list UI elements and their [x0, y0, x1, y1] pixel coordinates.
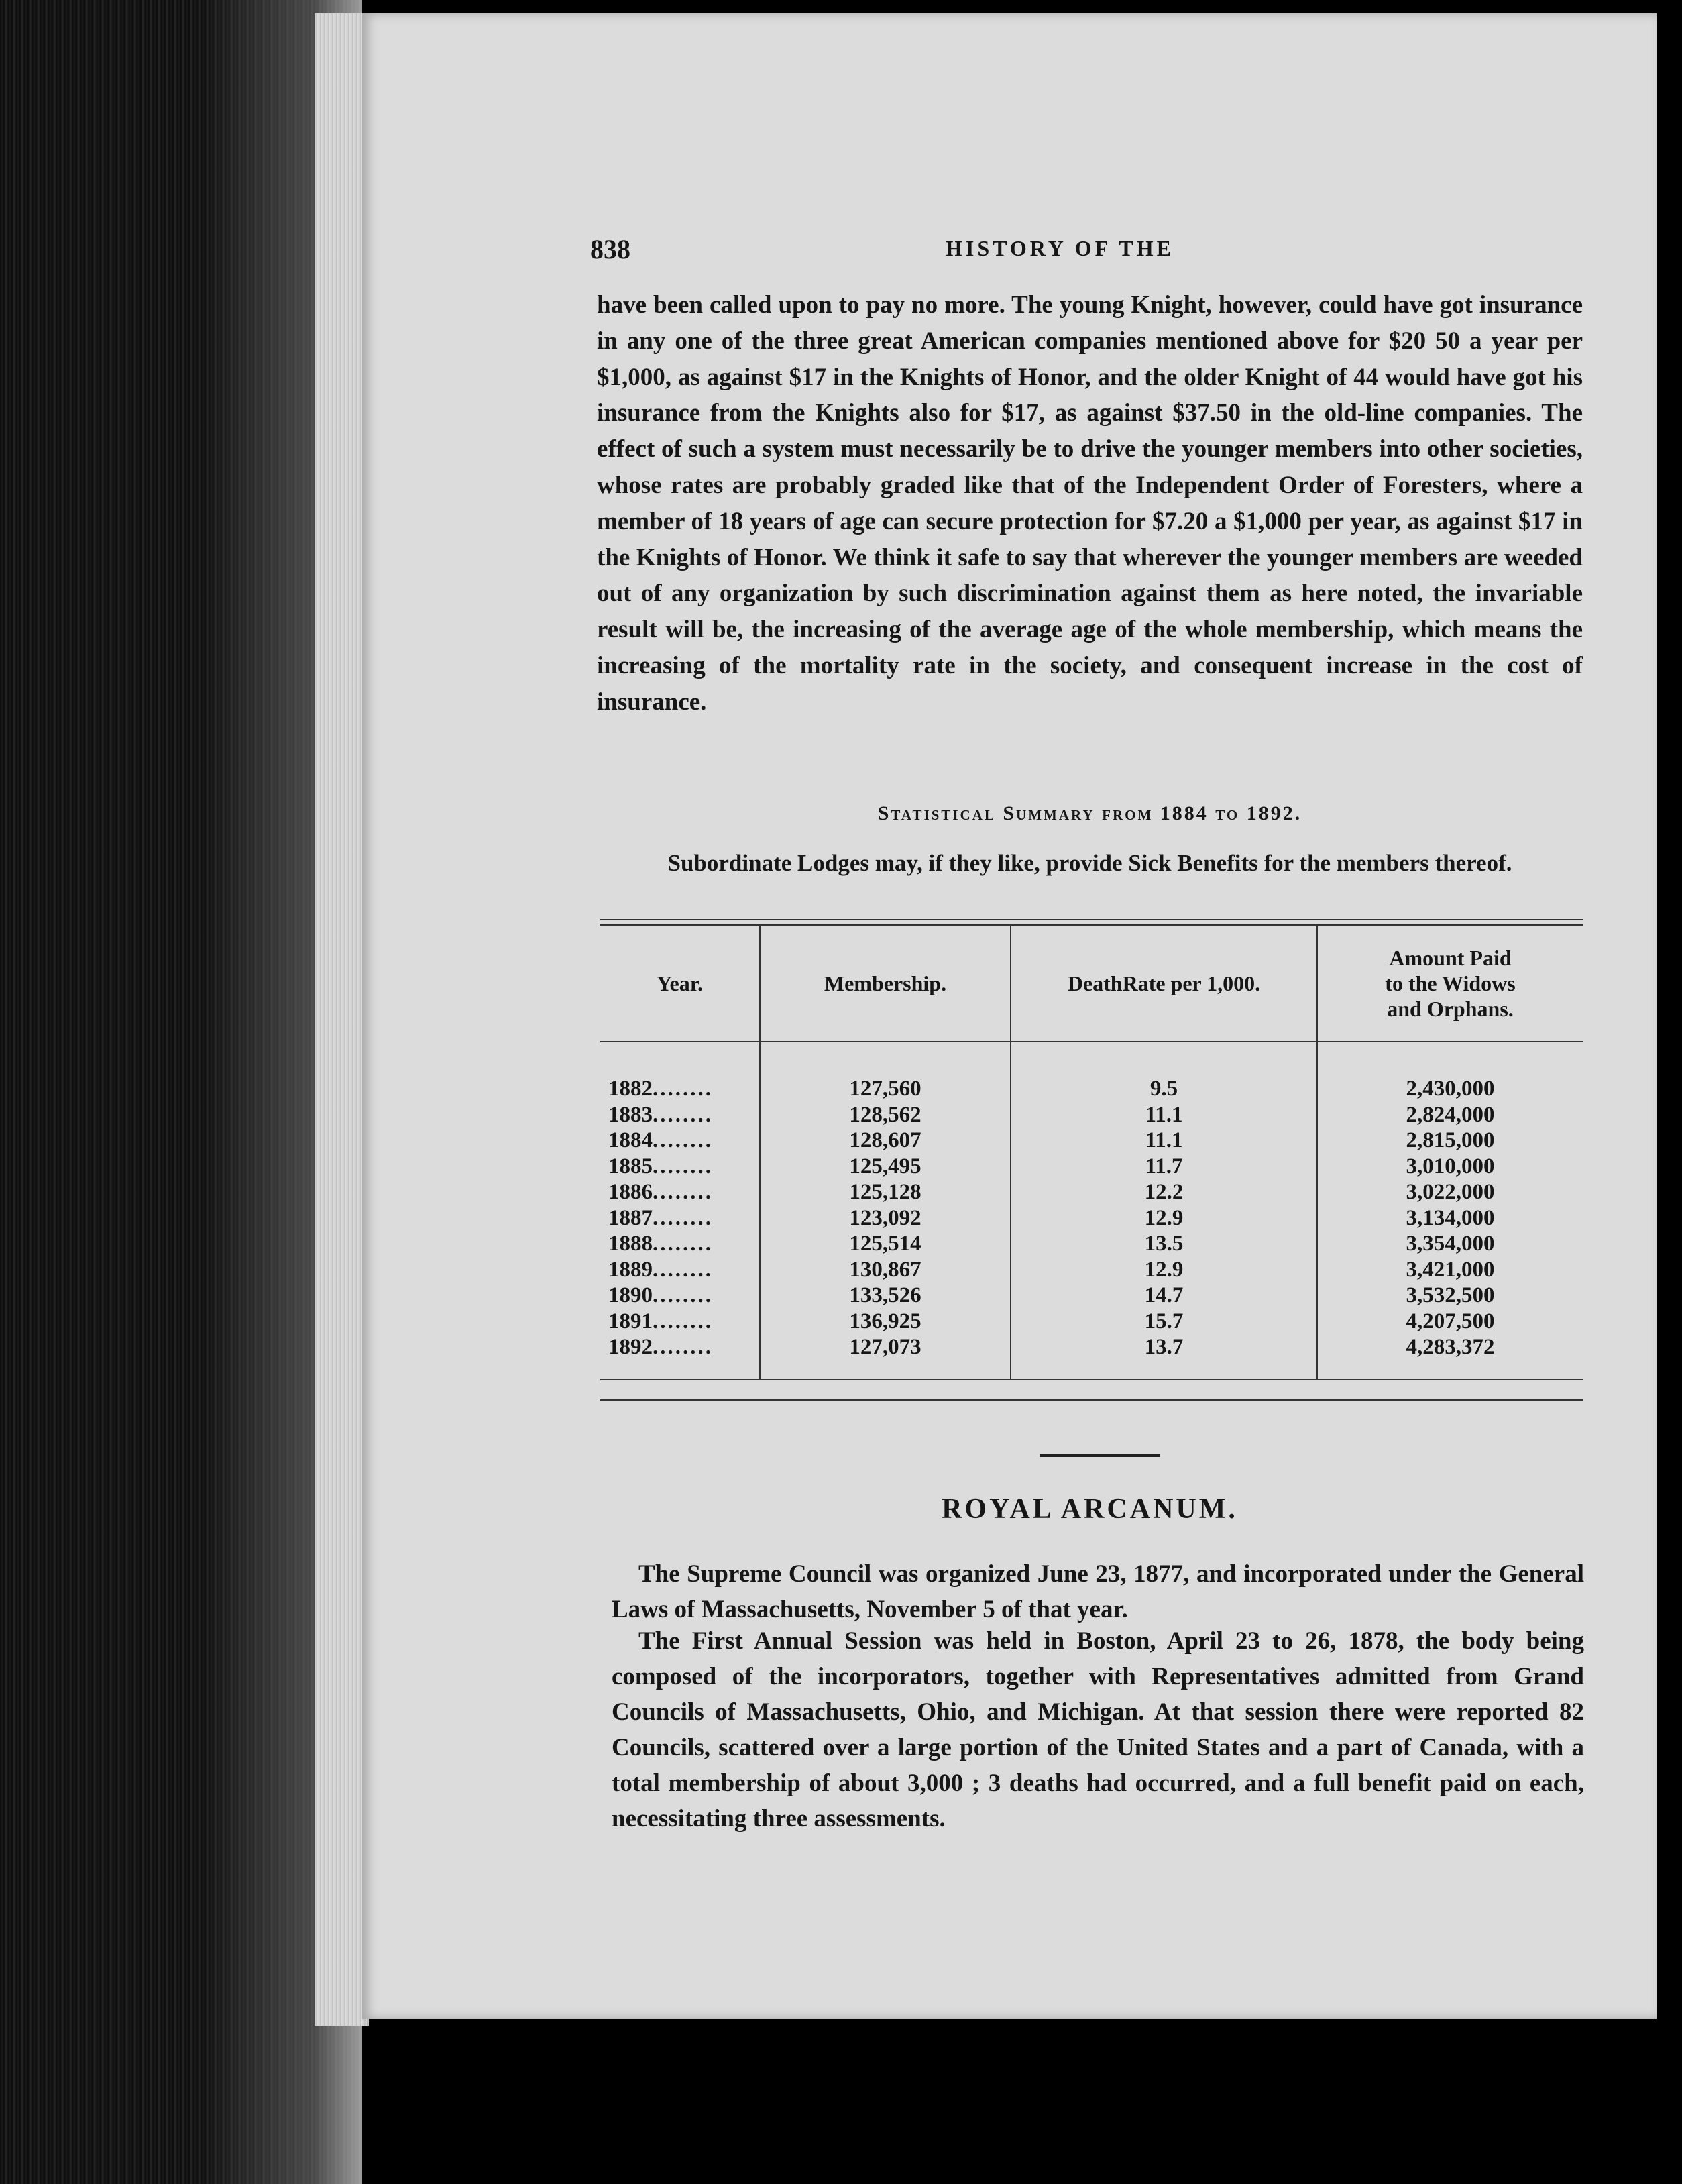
leader-dots: ........ — [653, 1180, 713, 1204]
header-year: Year. — [600, 926, 760, 1042]
cell-year — [600, 1334, 760, 1360]
cell-membership: 133,526 — [760, 1282, 1011, 1309]
cell-year — [600, 1076, 760, 1102]
cell-year — [600, 1102, 760, 1128]
leader-dots: ........ — [653, 1309, 713, 1333]
year-value: 1888 — [608, 1232, 653, 1256]
cell-membership: 136,925 — [760, 1309, 1011, 1335]
leader-dots: ........ — [653, 1283, 713, 1307]
summary-note: Subordinate Lodges may, if they like, provide Sick Benefits for the members thereof. — [667, 850, 1512, 876]
leader-dots: ........ — [653, 1257, 713, 1282]
cell-membership: 125,514 — [760, 1231, 1011, 1257]
cell-membership: 127,073 — [760, 1334, 1011, 1360]
table-header-row — [600, 926, 1583, 1042]
cell-amount-paid: 4,283,372 — [1406, 1335, 1495, 1359]
leader-dots: ........ — [653, 1128, 713, 1152]
year-value: 1885 — [608, 1154, 653, 1179]
table-row — [600, 1231, 1583, 1257]
cell-death-rate: 12.9 — [1011, 1205, 1317, 1232]
cell-death-rate: 13.7 — [1011, 1334, 1317, 1360]
statistics-table-block — [600, 919, 1583, 1401]
cell-death-rate: 11.1 — [1011, 1128, 1317, 1154]
cell-membership: 128,562 — [760, 1102, 1011, 1128]
header-amount-paid: Amount Paid to the Widows and Orphans. — [1317, 926, 1583, 1042]
page-stack — [315, 13, 369, 2026]
body-paragraph: have been called upon to pay no more. The young Knight, however, could have got insurance in any one of the three great American companies mentioned above for $20 50 a year per $1,000, as against $17 in the Knights of Honor, and the older Knight of 44 would have got his insurance from the Knights also for $17, as against $37.50 in the old-line companies. The effect of such a system must necessarily be to drive the younger members into other societies, whose rates are probably graded like that of the Independent Order of Foresters, where a member of 18 years of age can secure protection for $7.20 a $1,000 per year, as against $17 in the Knights of Honor. We think it safe to say that wherever the younger members are weeded out of any organization by such discrimination against them as here noted, the invariable result will be, the increasing of the average age of the whole membership, which means the increasing of the mortality rate in the society, and consequent increase in the cost of insurance. — [597, 291, 1583, 716]
cell-year — [600, 1205, 760, 1232]
table-row — [600, 1102, 1583, 1128]
cell-death-rate: 12.2 — [1011, 1179, 1317, 1205]
table-row — [600, 1128, 1583, 1154]
cell-amount-paid: 2,824,000 — [1406, 1102, 1495, 1127]
leader-dots: ........ — [653, 1335, 713, 1359]
cell-amount-paid: 2,815,000 — [1406, 1128, 1495, 1152]
cell-death-rate: 12.9 — [1011, 1257, 1317, 1283]
cell-amount-paid: 3,421,000 — [1406, 1257, 1495, 1282]
section-heading: ROYAL ARCANUM. — [942, 1494, 1238, 1525]
header-membership: Membership. — [760, 926, 1011, 1042]
cell-amount-paid: 3,022,000 — [1406, 1180, 1495, 1204]
cell-year — [600, 1231, 760, 1257]
table-row — [600, 1282, 1583, 1309]
cell-membership: 127,560 — [760, 1076, 1011, 1102]
cell-death-rate: 14.7 — [1011, 1282, 1317, 1309]
year-value: 1891 — [608, 1309, 653, 1333]
leader-dots: ........ — [653, 1232, 713, 1256]
year-value: 1887 — [608, 1205, 653, 1230]
year-value: 1884 — [608, 1128, 653, 1152]
table-row — [600, 1257, 1583, 1283]
section-separator — [1040, 1454, 1160, 1457]
table-row — [600, 1154, 1583, 1180]
table-spacer-end — [600, 1360, 1583, 1379]
table-top-rule — [600, 919, 1583, 926]
cell-amount-paid: 4,207,500 — [1406, 1309, 1495, 1333]
table-row — [600, 1334, 1583, 1360]
paragraph-1: The Supreme Council was organized June 23, 1877, and incorporated under the General Laws of Massachusetts, November 5 of that year. — [612, 1560, 1584, 1623]
cell-membership: 123,092 — [760, 1205, 1011, 1232]
cell-year — [600, 1309, 760, 1335]
cell-death-rate: 9.5 — [1011, 1076, 1317, 1102]
paragraph-2: The First Annual Session was held in Boston, April 23 to 26, 1878, the body being composed of the incorporators, together with Representatives admitted from Grand Councils of Massachusetts, Ohio, and Michigan. At that session there were reported 82 Councils, scattered over a large portion of the United States and a part of Canada, with a total membership of about 3,000 ; 3 deaths had occurred, and a full benefit paid on each, necessitating three assessments. — [612, 1627, 1584, 1833]
leader-dots: ........ — [653, 1077, 713, 1101]
cell-membership: 125,128 — [760, 1179, 1011, 1205]
leader-dots: ........ — [653, 1154, 713, 1179]
cell-membership: 125,495 — [760, 1154, 1011, 1180]
cell-year — [600, 1257, 760, 1283]
cell-amount-paid: 3,354,000 — [1406, 1232, 1495, 1256]
year-value: 1892 — [608, 1335, 653, 1359]
year-value: 1882 — [608, 1077, 653, 1101]
cell-amount-paid: 3,010,000 — [1406, 1154, 1495, 1179]
leader-dots: ........ — [653, 1102, 713, 1127]
cell-death-rate: 11.1 — [1011, 1102, 1317, 1128]
year-value: 1889 — [608, 1257, 653, 1282]
table-body — [600, 1042, 1583, 1379]
cell-death-rate: 11.7 — [1011, 1154, 1317, 1180]
year-value: 1886 — [608, 1180, 653, 1204]
running-head — [590, 233, 1207, 267]
cell-membership: 128,607 — [760, 1128, 1011, 1154]
table-bottom-rule — [600, 1379, 1583, 1380]
cell-amount-paid: 3,134,000 — [1406, 1205, 1495, 1230]
year-value: 1890 — [608, 1283, 653, 1307]
cell-year — [600, 1128, 760, 1154]
cell-amount-paid: 3,532,500 — [1406, 1283, 1495, 1307]
table-spacer — [600, 1042, 1583, 1076]
leader-dots: ........ — [653, 1205, 713, 1230]
statistics-table — [600, 926, 1583, 1379]
table-bottom-rule-2 — [600, 1399, 1583, 1401]
cell-membership: 130,867 — [760, 1257, 1011, 1283]
cell-death-rate: 13.5 — [1011, 1231, 1317, 1257]
table-row — [600, 1179, 1583, 1205]
cell-year — [600, 1154, 760, 1180]
running-title: HISTORY OF THE — [946, 236, 1174, 260]
cell-amount-paid: 2,430,000 — [1406, 1077, 1495, 1101]
summary-caption: Statistical Summary from 1884 to 1892. — [877, 802, 1302, 824]
cell-year — [600, 1179, 760, 1205]
table-row — [600, 1309, 1583, 1335]
year-value: 1883 — [608, 1102, 653, 1127]
table-row — [600, 1076, 1583, 1102]
page-number: 838 — [590, 234, 630, 264]
table-row — [600, 1205, 1583, 1232]
cell-year — [600, 1282, 760, 1309]
cell-death-rate: 15.7 — [1011, 1309, 1317, 1335]
header-death-rate: DeathRate per 1,000. — [1011, 926, 1317, 1042]
